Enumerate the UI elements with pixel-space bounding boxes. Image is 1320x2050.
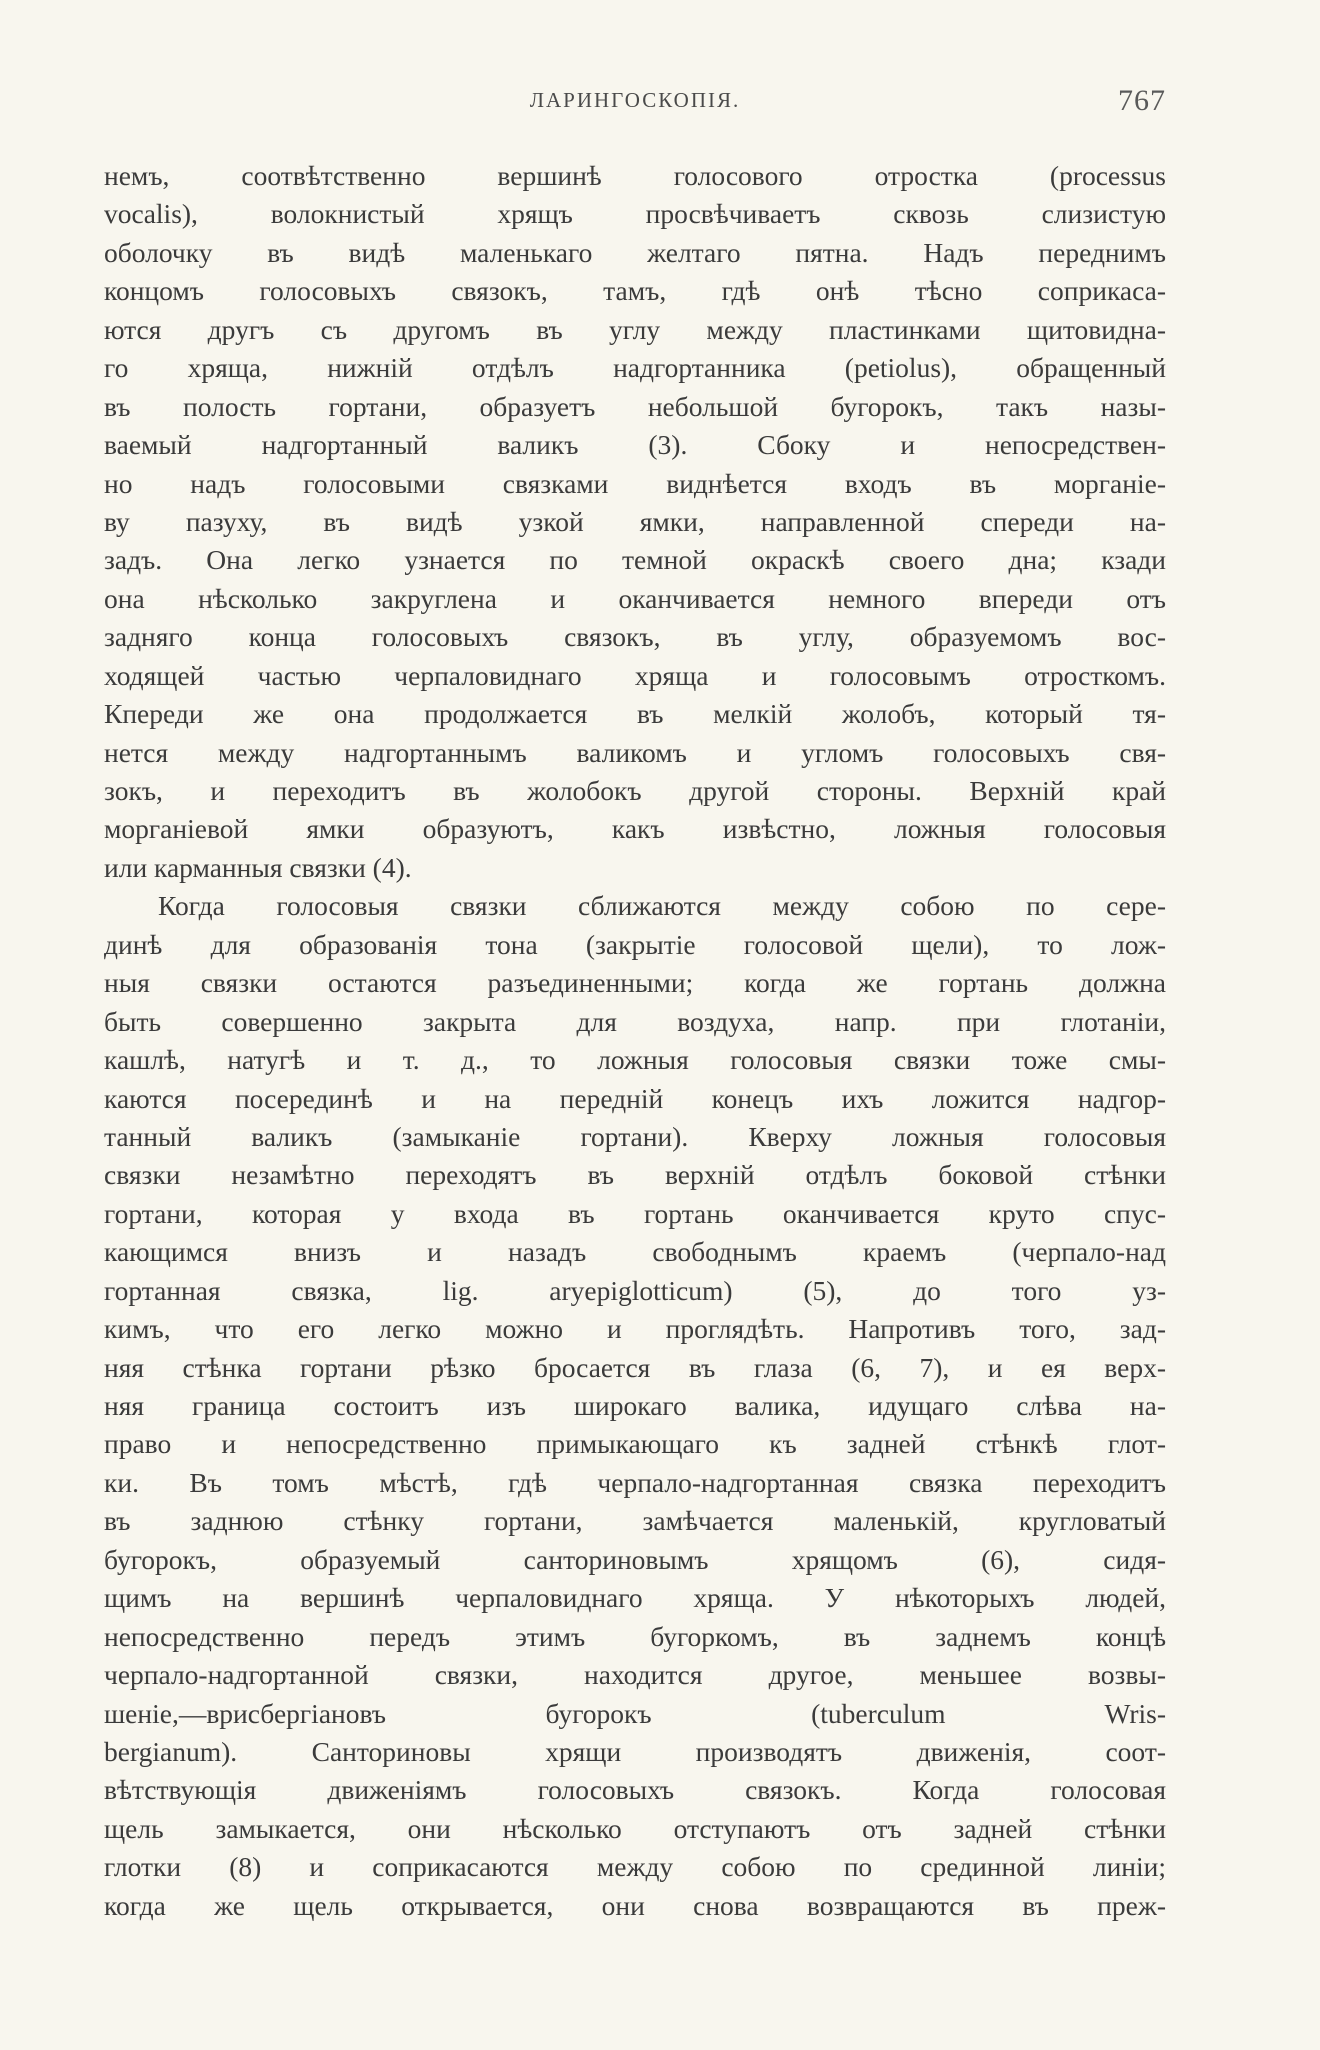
- text-line: кашлѣ, натугѣ и т. д., то ложныя голосовыя связки тоже смы-: [104, 1044, 1166, 1076]
- text-line: или карманныя связки (4).: [104, 851, 412, 883]
- text-line: непосредственно передъ этимъ бугоркомъ, въ заднемъ концѣ: [104, 1620, 1166, 1652]
- text-line: гортанная связка, lig. aryepiglotticum) (5), до того уз-: [104, 1274, 1166, 1306]
- text-line: ваемый надгортанный валикъ (3). Сбоку и непосредствен-: [104, 429, 1166, 461]
- text-line: шеніе,—врисбергіановъ бугорокъ (tuberculum Wris-: [104, 1697, 1166, 1729]
- text-line: го хряща, нижній отдѣлъ надгортанника (petiolus), обращенный: [104, 352, 1166, 384]
- body-text: [104, 157, 1166, 1925]
- text-line: ки. Въ томъ мѣстѣ, гдѣ черпало-надгортанная связка переходитъ: [104, 1466, 1166, 1498]
- text-line: морганіевой ямки образуютъ, какъ извѣстно, ложныя голосовыя: [104, 813, 1166, 845]
- text-line: Кпереди же она продолжается въ мелкій жолобъ, который тя-: [104, 698, 1166, 730]
- text-line: въ заднюю стѣнку гортани, замѣчается маленькій, кругловатый: [104, 1505, 1166, 1537]
- text-line: кимъ, что его легко можно и проглядѣть. Напротивъ того, зад-: [104, 1313, 1166, 1345]
- text-line: танный валикъ (замыканіе гортани). Кверху ложныя голосовыя: [104, 1120, 1166, 1152]
- paragraph-1: [104, 157, 1166, 887]
- page-number: 767: [1118, 84, 1166, 117]
- text-line: черпало-надгортанной связки, находится другое, меньшее возвы-: [104, 1659, 1166, 1691]
- text-line: динѣ для образованія тона (закрытіе голосовой щели), то лож-: [104, 928, 1166, 960]
- text-line: быть совершенно закрыта для воздуха, напр. при глотаніи,: [104, 1005, 1166, 1037]
- text-line: зокъ, и переходитъ въ жолобокъ другой стороны. Верхній край: [104, 775, 1166, 806]
- text-line: вѣтствующія движеніямъ голосовыхъ связокъ. Когда голосовая: [104, 1774, 1166, 1806]
- text-line: оболочку въ видѣ маленькаго желтаго пятна. Надъ переднимъ: [104, 236, 1166, 268]
- text-line: ются другъ съ другомъ въ углу между пластинками щитовидна-: [104, 313, 1166, 345]
- text-line: ходящей частью черпаловиднаго хряща и голосовымъ отросткомъ.: [104, 659, 1166, 691]
- text-line: щимъ на вершинѣ черпаловиднаго хряща. У нѣкоторыхъ людей,: [104, 1582, 1166, 1614]
- text-line: vocalis), волокнистый хрящъ просвѣчиваетъ сквозь слизистую: [104, 198, 1166, 230]
- text-line: няя стѣнка гортани рѣзко бросается въ глаза (6, 7), и ея верх-: [104, 1351, 1166, 1383]
- text-line: няя граница состоитъ изъ широкаго валика, идущаго слѣва на-: [104, 1390, 1166, 1421]
- text-line: гортани, которая у входа въ гортань оканчивается круто спус-: [104, 1197, 1166, 1229]
- text-line: задняго конца голосовыхъ связокъ, въ углу, образуемомъ вос-: [104, 621, 1166, 653]
- text-line: Когда голосовыя связки сближаются между собою по сере-: [158, 890, 1166, 922]
- running-head: [104, 84, 1166, 122]
- text-line: связки незамѣтно переходятъ въ верхній отдѣлъ боковой стѣнки: [104, 1159, 1166, 1191]
- text-line: глотки (8) и соприкасаются между собою по срединной линіи;: [104, 1851, 1166, 1883]
- paragraph-2: [104, 887, 1166, 1925]
- text-line: кающимся внизъ и назадъ свободнымъ краемъ (черпало-над: [104, 1236, 1166, 1268]
- text-line: въ полость гортани, образуетъ небольшой бугорокъ, такъ назы-: [104, 390, 1166, 422]
- text-line: немъ, соотвѣтственно вершинѣ голосового отростка (processus: [104, 160, 1166, 191]
- text-line: нется между надгортаннымъ валикомъ и угломъ голосовыхъ свя-: [104, 736, 1166, 768]
- text-line: задъ. Она легко узнается по темной окраскѣ своего дна; кзади: [104, 544, 1166, 576]
- text-line: ныя связки остаются разъединенными; когда же гортань должна: [104, 967, 1166, 999]
- text-line: право и непосредственно примыкающаго къ задней стѣнкѣ глот-: [104, 1428, 1166, 1460]
- running-head-title: ЛАРИНГОСКОПІЯ.: [529, 88, 741, 112]
- text-line: концомъ голосовыхъ связокъ, тамъ, гдѣ онѣ тѣсно соприкаса-: [104, 275, 1166, 307]
- text-line: bergianum). Санториновы хрящи производятъ движенія, соот-: [104, 1735, 1166, 1767]
- text-line: она нѣсколько закруглена и оканчивается немного впереди отъ: [104, 582, 1166, 614]
- text-line: бугорокъ, образуемый санториновымъ хрящомъ (6), сидя-: [104, 1543, 1166, 1575]
- text-line: когда же щель открывается, они снова возвращаются въ преж-: [104, 1889, 1166, 1921]
- text-line: ву пазуху, въ видѣ узкой ямки, направленной спереди на-: [104, 505, 1166, 537]
- text-line: но надъ голосовыми связками виднѣется входъ въ морганіе-: [104, 467, 1166, 499]
- text-line: каются посерединѣ и на передній конецъ ихъ ложится надгор-: [104, 1082, 1166, 1114]
- text-line: щель замыкается, они нѣсколько отступаютъ отъ задней стѣнки: [104, 1812, 1166, 1844]
